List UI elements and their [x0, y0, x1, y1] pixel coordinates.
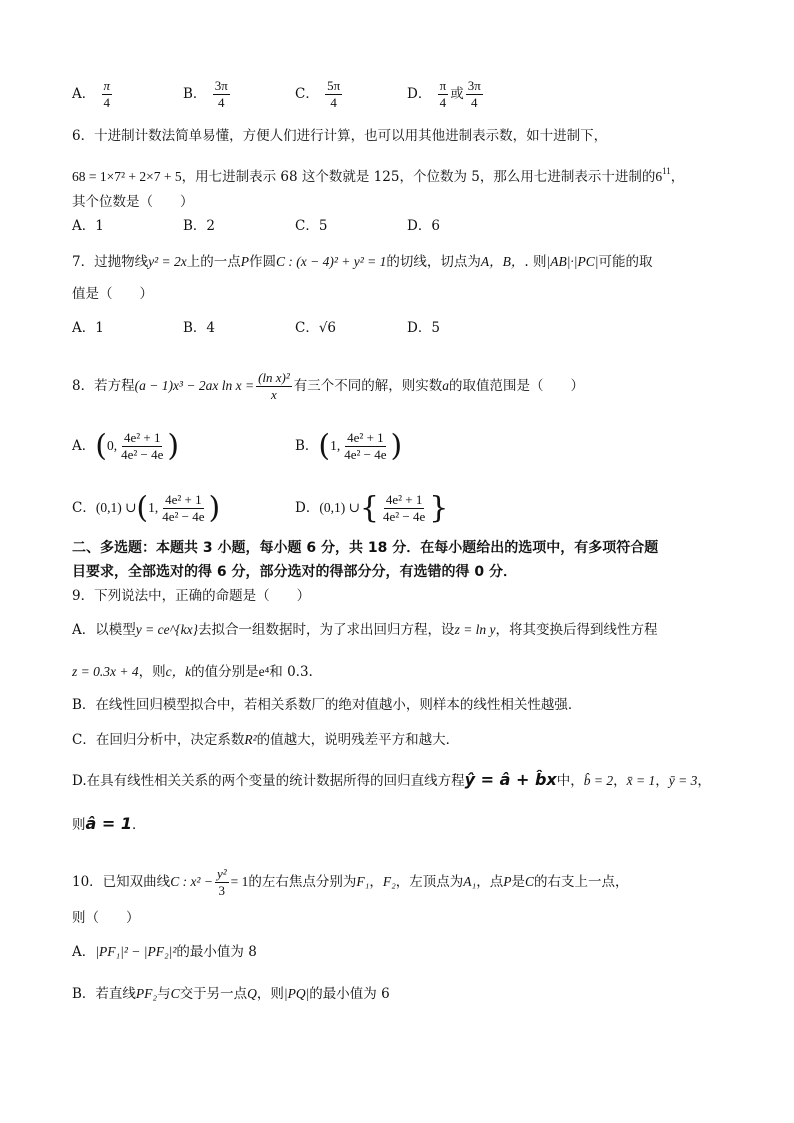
q9-params: c，k — [165, 664, 192, 679]
q10-expression: |PF₁|² − |PF₂|² — [95, 944, 177, 959]
q10-focus-2: F₂ — [382, 874, 396, 889]
q6-stem-line3: 其个位数是（ ） — [72, 194, 194, 210]
q7-stem-line2: 值是（ ） — [72, 286, 153, 302]
numerator: 4e² + 1 — [385, 492, 423, 507]
numerator: 4e² + 1 — [123, 430, 161, 445]
q5-option-a — [72, 78, 114, 111]
left-paren: ( — [136, 490, 149, 526]
q9-substitution: z = ln y — [454, 622, 496, 637]
q8-text: 8．若方程 — [72, 378, 135, 394]
fraction — [213, 78, 230, 111]
option-label: A． — [72, 438, 96, 454]
q7-option-b: B．4 — [183, 320, 216, 336]
q9-text: 和 0.3. — [269, 664, 313, 680]
q9-text: ，则 — [138, 664, 166, 680]
q10-text: 与 — [157, 986, 171, 1002]
q7-text: 的切线，切点为 — [386, 254, 481, 270]
or-text: 或 — [450, 86, 464, 102]
q8-equation-lhs: (a − 1)x³ − 2ax ln x = — [134, 378, 255, 393]
q10-text: ，左顶点为 — [395, 874, 464, 890]
denominator: 4 — [103, 95, 111, 110]
q10-text: ，点 — [476, 874, 504, 890]
q8-option-a — [72, 430, 179, 463]
fraction — [325, 78, 342, 111]
q9-text: ． — [131, 817, 146, 833]
denominator: 4 — [218, 95, 225, 110]
numerator: π — [103, 78, 111, 93]
numerator: 5π — [327, 78, 341, 93]
q10-option-b — [72, 984, 390, 1004]
q9-text: 则 — [72, 817, 86, 833]
q6-stem-line2 — [72, 161, 684, 187]
q10-text: 的最小值为 8 — [176, 944, 257, 960]
q8-fraction — [256, 370, 292, 403]
q9-ybar: ȳ = 3 — [668, 773, 698, 788]
q7-circle: C : (x − 4)² + y² = 1 — [276, 254, 387, 269]
q7-points: A，B， — [480, 254, 525, 269]
q9-text: ， — [697, 773, 711, 789]
q10-option-a — [72, 942, 257, 962]
option-label: B． — [295, 438, 319, 454]
q10-hyperbola-rhs: = 1 — [230, 874, 249, 889]
numerator: 4e² + 1 — [165, 492, 202, 507]
q5-option-c — [295, 78, 344, 111]
q10-curve: C — [170, 986, 180, 1001]
q9-text: ， — [613, 773, 627, 789]
denominator: 4e² − 4e — [121, 447, 164, 462]
q9-linear-eq: z = 0.3x + 4 — [72, 664, 139, 679]
q10-line: PF₂ — [135, 986, 158, 1001]
q8-text: 有三个不同的解，则实数 — [293, 378, 443, 394]
q8-option-c — [72, 492, 220, 525]
interval-left: 1, — [330, 438, 341, 453]
q9-option-d-line2 — [72, 814, 145, 835]
q5-option-d — [407, 78, 485, 111]
numerator: 3π — [214, 78, 228, 93]
section-heading-line2: 目要求，全部选对的得 6 分，部分选对的得部分分，有选错的得 0 分． — [72, 564, 517, 580]
q10-text: ， — [369, 874, 383, 890]
q8-variable: a — [442, 378, 450, 393]
q10-focus-1: F₁ — [356, 874, 370, 889]
q10-text: B．若直线 — [72, 986, 136, 1002]
q9-text: ， — [655, 773, 669, 789]
denominator: 4 — [439, 95, 447, 110]
numerator: 3π — [467, 78, 481, 93]
q6-option-c: C．5 — [295, 218, 328, 234]
q7-option-d: D．5 — [407, 320, 440, 336]
q10-text: A． — [72, 944, 96, 960]
q6-option-d: D．6 — [407, 218, 440, 234]
fraction — [102, 78, 113, 111]
q10-hyperbola: C : x² − — [170, 874, 213, 889]
q7-text: 可能的取 — [598, 254, 653, 270]
q9-text: 的值越大，说明残差平方和越大． — [256, 732, 460, 748]
fraction — [119, 430, 165, 463]
option-label: D． — [295, 500, 320, 516]
power-base: 6 — [655, 169, 663, 184]
q9-text: 中， — [556, 773, 584, 789]
q7-text: 上的一点 — [186, 254, 241, 270]
q10-point: Q — [247, 986, 257, 1001]
q7-text: 作圆 — [249, 254, 276, 270]
q9-text: D.在具有线性相关关系的两个变量的统计数据所得的回归直线方程 — [72, 773, 465, 789]
interval-left: 1, — [148, 500, 159, 515]
q5-option-b — [183, 78, 232, 111]
right-brace: } — [429, 490, 449, 526]
q10-vertex: A₁ — [463, 874, 477, 889]
q9-regression-eq: ŷ = â + b̂x — [464, 770, 557, 789]
q10-stem-line1 — [72, 866, 629, 899]
q9-r-squared: R² — [244, 732, 257, 747]
q9-text: C．在回归分析中，决定系数 — [72, 732, 245, 748]
option-label: C． — [295, 86, 319, 102]
q9-option-a-line2 — [72, 662, 313, 682]
numerator: π — [439, 78, 447, 93]
numerator: y² — [216, 866, 227, 881]
denominator: x — [271, 387, 277, 402]
q8-text: 的取值范围是（ ） — [449, 378, 585, 394]
q9-option-a-line1 — [72, 620, 658, 640]
q9-option-d-line1 — [72, 770, 711, 791]
left-paren: ( — [95, 428, 107, 464]
q9-intercept: â = 1 — [85, 814, 132, 833]
option-label: C． — [72, 500, 96, 516]
q9-text: 的值分别是 — [191, 664, 259, 680]
section-heading-line1: 二、多选题：本题共 3 小题，每小题 6 分，共 18 分．在每小题给出的选项中，有多项符合题 — [72, 540, 659, 556]
q9-text: 去拟合一组数据时，为了求出回归方程，设 — [198, 622, 455, 638]
q7-parabola: y² = 2x — [148, 254, 187, 269]
fraction — [381, 492, 427, 525]
q6-text: ，用七进制表示 68 这个数就是 125，个位数为 5，那么用七进制表示十进制的 — [181, 169, 656, 185]
q9-slope: b̂ = 2 — [583, 773, 614, 788]
interval-prefix: (0,1) ∪ — [319, 500, 360, 515]
q10-text: 10．已知双曲线 — [72, 874, 171, 890]
q9-text: A．以模型 — [72, 622, 136, 638]
q10-point: P — [503, 874, 512, 889]
q10-text: 的左右焦点分别为 — [248, 874, 357, 890]
q6-option-a: A．1 — [72, 218, 104, 234]
power-exponent: 11 — [662, 166, 671, 176]
q7-option-c: C．√6 — [295, 320, 337, 336]
interval-left: 0, — [106, 438, 118, 453]
left-paren: ( — [318, 428, 331, 464]
q10-fraction — [215, 866, 229, 899]
q9-option-b: B．在线性回归模型拟合中，若相关系数厂的绝对值越小，则样本的线性相关性越强． — [72, 697, 582, 713]
q10-curve: C — [525, 874, 535, 889]
q9-value: e⁴ — [258, 664, 270, 679]
denominator: 4 — [470, 95, 478, 110]
denominator: 3 — [218, 883, 226, 898]
interval-prefix: (0,1) ∪ — [95, 500, 137, 515]
q10-text: ，则 — [256, 986, 284, 1002]
q10-text: 交于另一点 — [179, 986, 248, 1002]
q8-option-d — [295, 492, 448, 525]
q10-text: 是 — [511, 874, 525, 890]
q9-option-c — [72, 730, 459, 750]
right-paren: ) — [390, 428, 403, 464]
q10-stem-line2: 则（ ） — [72, 910, 140, 926]
option-label: A． — [72, 86, 96, 102]
right-paren: ) — [208, 490, 221, 526]
q10-text: 的最小值为 6 — [309, 986, 390, 1002]
option-label: B． — [183, 86, 207, 102]
q6-option-b: B．2 — [183, 218, 216, 234]
q6-power — [655, 166, 671, 184]
denominator: 4e² − 4e — [344, 447, 387, 462]
q9-xbar: x̄ = 1 — [626, 773, 656, 788]
q7-point: P — [240, 254, 249, 269]
denominator: 4e² − 4e — [162, 509, 205, 524]
q6-tail: ， — [670, 169, 685, 185]
q9-stem: 9．下列说法中，正确的命题是（ ） — [72, 588, 311, 604]
fraction — [160, 492, 206, 525]
denominator: 4e² − 4e — [382, 509, 426, 524]
right-paren: ) — [167, 428, 180, 464]
left-brace: { — [359, 490, 379, 526]
q6-stem-line1: 6．十进制计数法简单易懂，方便人们进行计算，也可以用其他进制表示数，如十进制下， — [72, 128, 608, 144]
q7-text: . 则 — [524, 254, 547, 270]
option-label: D． — [407, 86, 432, 102]
q10-text: 的右支上一点， — [534, 874, 629, 890]
fraction — [342, 430, 388, 463]
q6-formula: 68 = 1×7² + 2×7 + 5 — [72, 169, 182, 184]
q7-option-a: A．1 — [72, 320, 104, 336]
q10-expression: |PQ| — [283, 986, 310, 1001]
q8-stem — [72, 370, 584, 403]
q7-expression: |AB|·|PC| — [546, 254, 599, 269]
q7-text: 7．过抛物线 — [72, 254, 149, 270]
q9-model: y = ce^{kx} — [135, 622, 199, 637]
denominator: 4 — [330, 95, 337, 110]
numerator: 4e² + 1 — [347, 430, 384, 445]
q9-text: ，将其变换后得到线性方程 — [495, 622, 658, 638]
q7-stem-line1 — [72, 252, 652, 272]
fraction — [466, 78, 483, 111]
fraction — [438, 78, 449, 111]
numerator: (ln x)² — [258, 370, 290, 385]
q8-option-b — [295, 430, 402, 463]
